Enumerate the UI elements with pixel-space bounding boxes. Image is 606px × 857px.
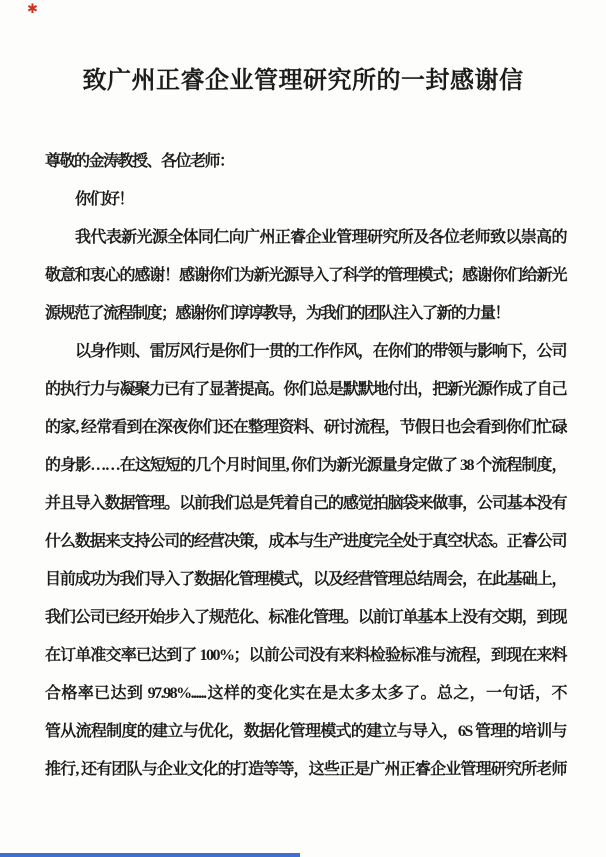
- letter-line: 以身作则、雷厉风行是你们一贯的工作作风，在你们的带领与影响下，公司: [75, 343, 566, 360]
- letter-line: 尊敬的金涛教授、各位老师：: [45, 153, 234, 170]
- letter-body: [45, 143, 566, 789]
- letter-line: 并且导入数据管理。以前我们总是凭着自己的感觉拍脑袋来做事，公司基本没有: [45, 495, 566, 512]
- bottom-blue-bar: [0, 853, 300, 857]
- letter-line: 我代表新光源全体同仁向广州正睿企业管理研究所及各位老师致以崇高的: [75, 229, 566, 246]
- letter-line: 什么数据来支持公司的经营决策，成本与生产进度完全处于真空状态。正睿公司: [45, 533, 566, 550]
- letter-line: 合格率已达到 97.98%......这样的变化实在是太多太多了。总之，一句话，不: [45, 685, 566, 702]
- letter-line: 我们公司已经开始步入了规范化、标准化管理。以前订单基本上没有交期，到现: [45, 609, 566, 626]
- letter-line: 目前成功为我们导入了数据化管理模式，以及经营管理总结周会，在此基础上，: [45, 571, 566, 588]
- letter-line: 敬意和衷心的感谢！感谢你们为新光源导入了科学的管理模式；感谢你们给新光: [45, 267, 566, 284]
- letter-title: 致广州正睿企业管理研究所的一封感谢信: [82, 68, 524, 94]
- letter-line: 的家, 经常看到在深夜你们还在整理资料、研讨流程，节假日也会看到你们忙碌: [45, 419, 566, 436]
- letter-line: 你们好！: [75, 191, 134, 208]
- letter-line: 推行, 还有团队与企业文化的打造等等，这些正是广州正睿企业管理研究所老师: [45, 761, 566, 778]
- letter-line: 管从流程制度的建立与优化，数据化管理模式的建立与导入，6S 管理的培训与: [45, 723, 566, 740]
- letter-line: 的执行力与凝聚力已有了显著提高。你们总是默默地付出，把新光源作成了自己: [45, 381, 566, 398]
- letter-line: 在订单准交率已达到了 100%；以前公司没有来料检验标准与流程，到现在来料: [45, 647, 566, 664]
- letter-line: 源规范了流程制度；感谢你们谆谆教导，为我们的团队注入了新的力量！: [45, 305, 510, 322]
- letter-line: 的身影……在这短短的几个月时间里, 你们为新光源量身定做了 38 个流程制度，: [45, 457, 566, 474]
- red-watermark-icon: ✱: [27, 2, 38, 17]
